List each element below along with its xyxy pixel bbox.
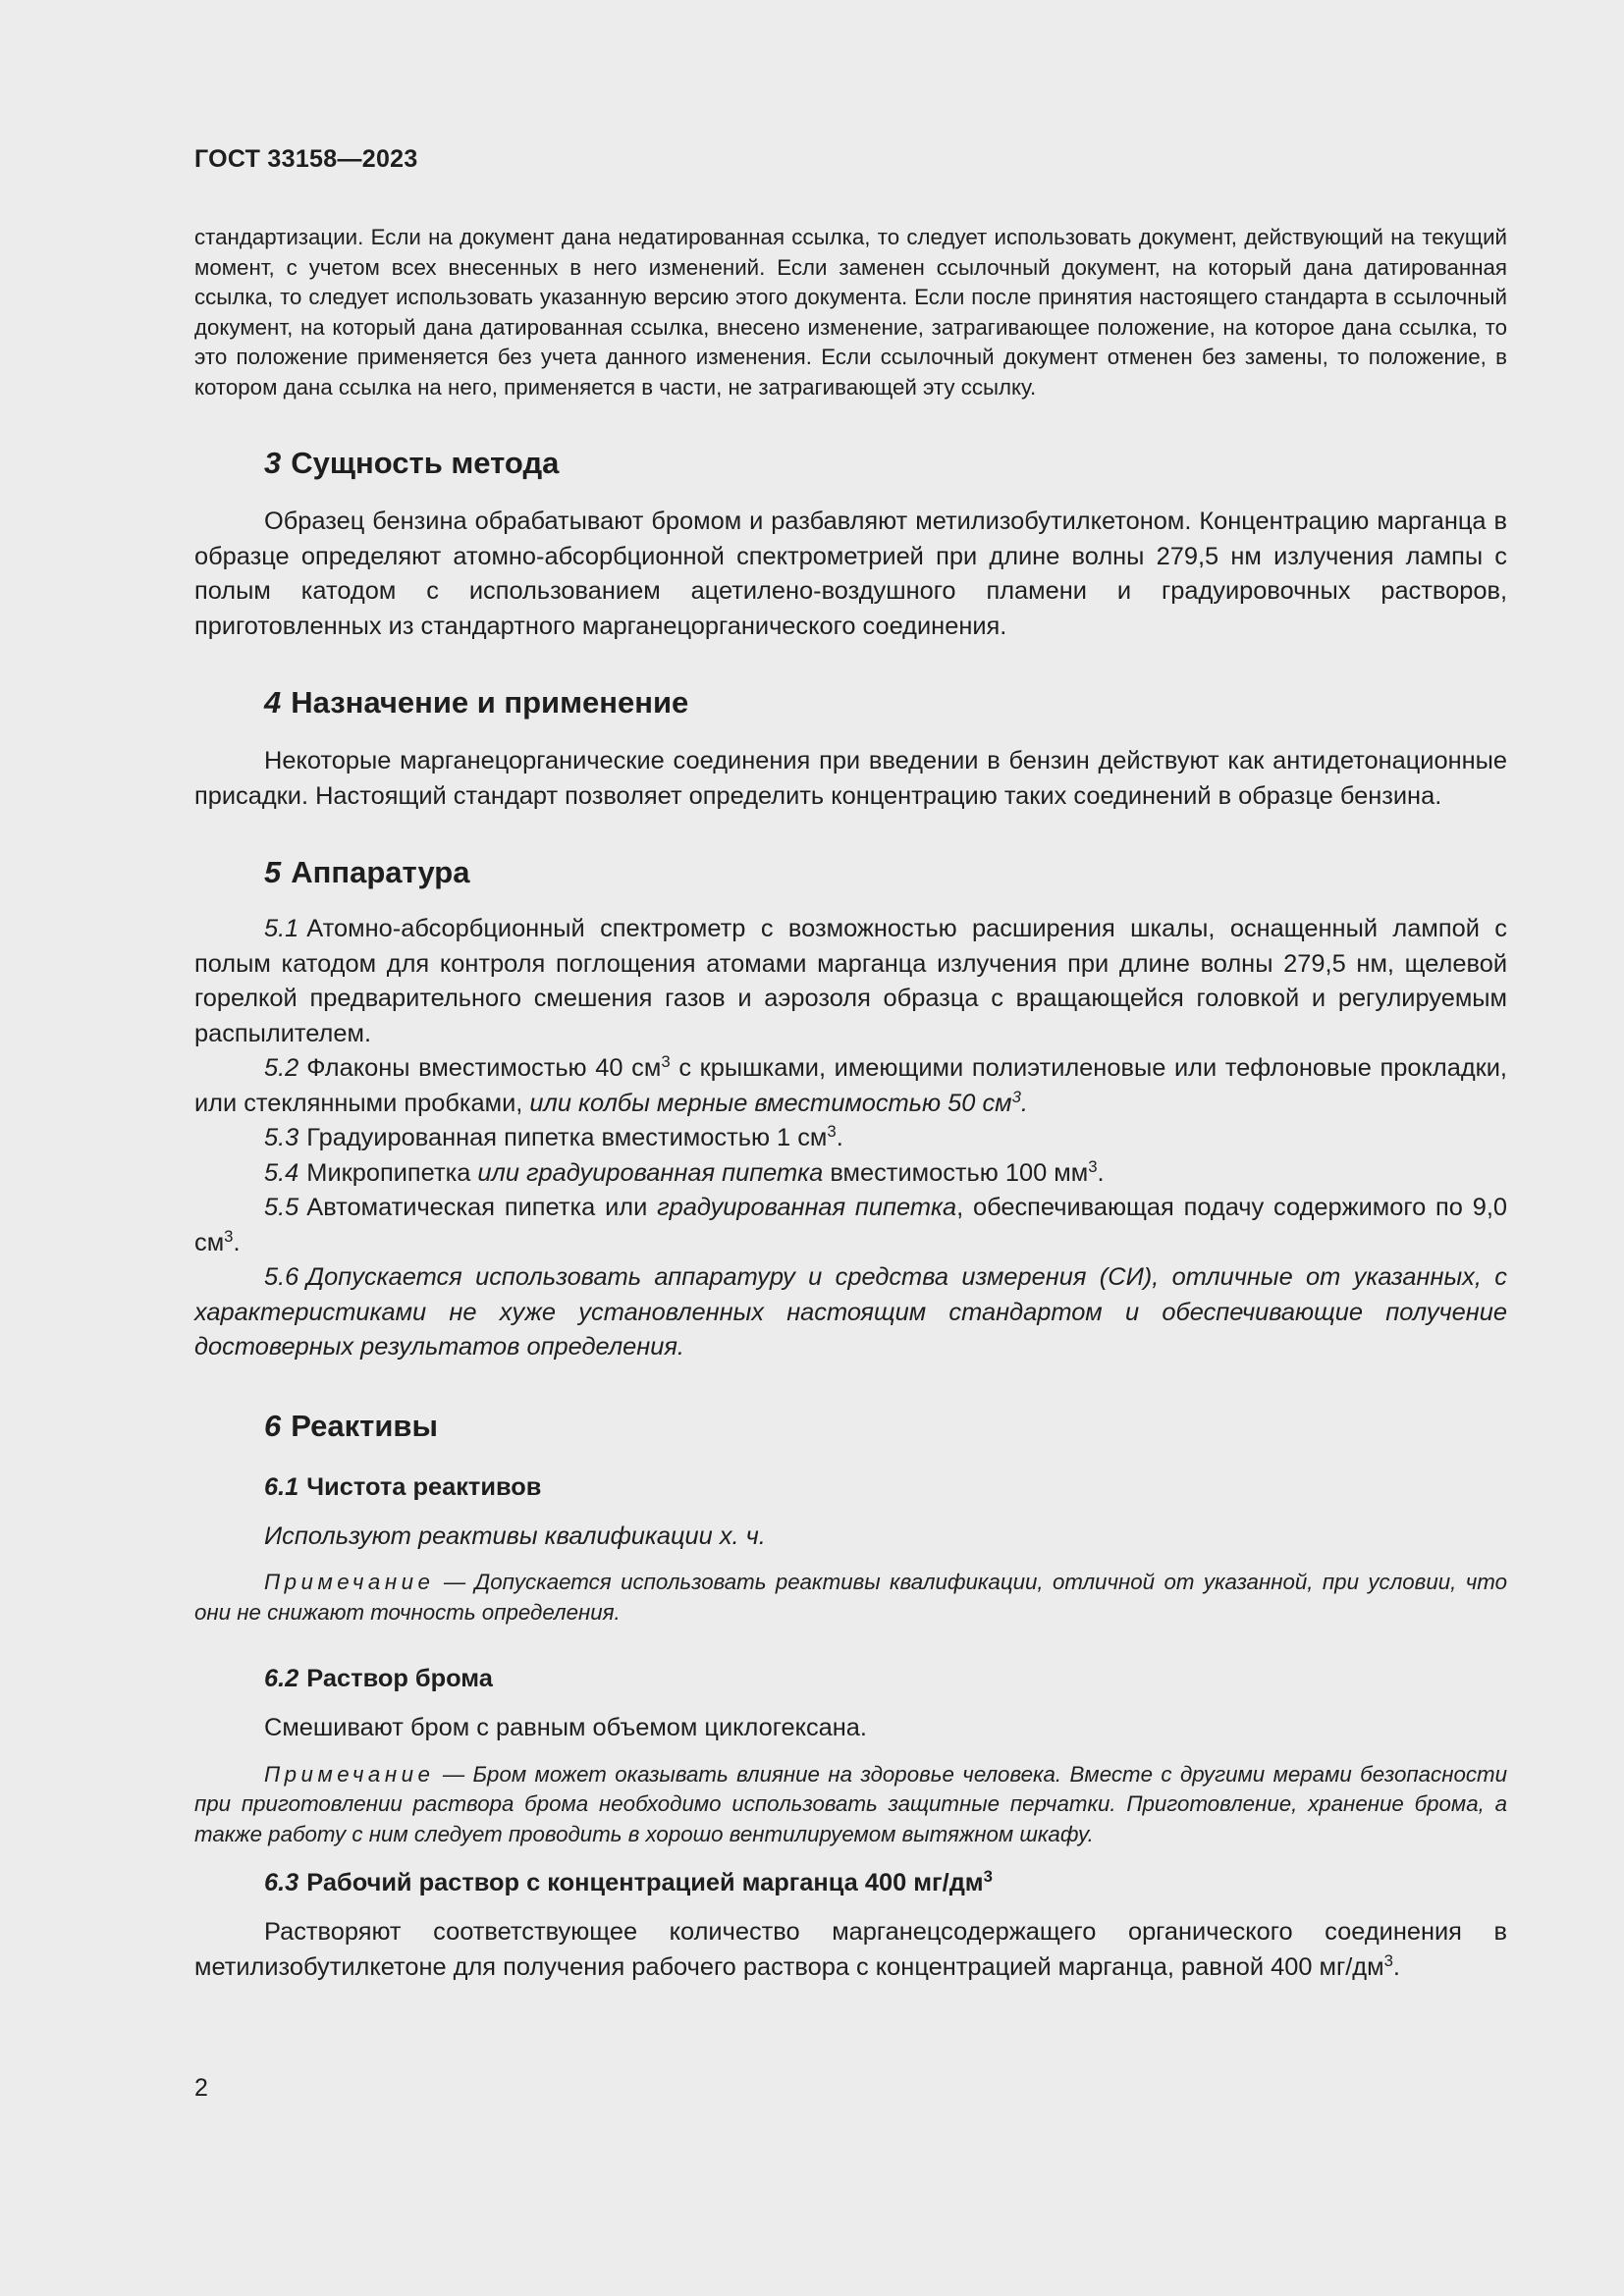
section-number: 4 — [264, 685, 282, 720]
superscript: 3 — [1088, 1156, 1098, 1176]
item-text-italic: Допускается использовать аппаратуру и средства измерения (СИ), отличные от указанных, с характеристиками не хуже установленных настоящим стандартом и обеспечивающие получение достоверных результатов определения. — [194, 1263, 1507, 1361]
note-6-2 — [194, 1760, 1507, 1850]
item-number: 5.5 — [264, 1194, 299, 1221]
subsection-number: 6.3 — [264, 1869, 299, 1896]
item-text: Автоматическая пипетка или — [306, 1194, 658, 1221]
section-4-paragraph: Некоторые марганецорганические соединения при введении в бензин действуют как антидетонационные присадки. Настоящий стандарт позволяет определить концентрацию таких соединений в образце бензина. — [194, 747, 1507, 810]
section-3-paragraph: Образец бензина обрабатывают бромом и разбавляют метилизобутилкетоном. Концентрацию марганца в образце определяют атомно-абсорбционной спектрометрией при длине волны 279,5 нм излучения лампы с полым катодом с использованием ацетилено-воздушного пламени и градуировочных растворов, приготовленных из стандартного марганецорганического соединения. — [194, 507, 1507, 640]
superscript: 3 — [1383, 1950, 1393, 1970]
item-text: Флаконы вместимостью 40 см — [306, 1054, 662, 1082]
subsection-6-3-text — [194, 1915, 1507, 1985]
paragraph-text: . — [1392, 1952, 1400, 1981]
item-text: , обеспечивающая подачу содержимого по 9,0 см — [194, 1194, 1508, 1256]
document-page — [194, 145, 1507, 1985]
item-text-italic: или градуированная пипетка — [477, 1158, 824, 1187]
item-5-5 — [194, 1191, 1507, 1260]
superscript: 3 — [1011, 1087, 1021, 1106]
item-text: Микропипетка — [306, 1158, 478, 1187]
section-3-heading — [264, 446, 1507, 481]
section-number: 3 — [264, 446, 282, 480]
item-text-italic: . — [1020, 1089, 1028, 1117]
item-number: 5.2 — [264, 1054, 299, 1082]
intro-paragraph: стандартизации. Если на документ дана недатированная ссылка, то следует использовать документ, действующий на текущий момент, с учетом всех внесенных в него изменений. Если заменен ссылочный документ, на который дана датированная ссылка, то следует использовать указанную версию этого документа. Если после принятия настоящего стандарта в ссылочный документ, на который дана датированная ссылка, внесено изменение, затрагивающее положение, на которое дана ссылка, то это положение применяется без учета данного изменения. Если ссылочный документ отменен без замены, то положение, в котором дана ссылка на него, применяется в части, не затрагивающей эту ссылку. — [194, 225, 1507, 400]
section-title: Назначение и применение — [291, 685, 689, 720]
item-5-1 — [194, 912, 1507, 1051]
subsection-number: 6.2 — [264, 1665, 299, 1692]
item-text-italic: градуированная пипетка — [657, 1194, 957, 1221]
subsection-title: Рабочий раствор с концентрацией марганца 400 мг/дм — [306, 1869, 984, 1896]
note-text: — Допускается использовать реактивы квалификации, отличной от указанной, при условии, что они не снижают точность определения. — [194, 1570, 1507, 1625]
subsection-6-2-text: Смешивают бром с равным объемом циклогексана. — [264, 1714, 867, 1741]
note-label: Примечание — [264, 1570, 435, 1594]
subsection-6-1-heading — [264, 1473, 1507, 1502]
page-number: 2 — [194, 2074, 208, 2102]
section-title: Аппаратура — [291, 855, 470, 889]
section-5-heading — [264, 855, 1507, 890]
item-number: 5.6 — [264, 1263, 299, 1291]
paragraph-text: Растворяют соответствующее количество марганецсодержащего органического соединения в метилизобутилкетоне для получения рабочего раствора с концентрацией марганца, равной 400 мг/дм — [194, 1918, 1507, 1981]
subsection-title: Раствор брома — [306, 1665, 493, 1692]
section-number: 5 — [264, 855, 282, 889]
item-text: вместимостью 100 мм — [823, 1158, 1089, 1187]
item-text-italic: или колбы мерные вместимостью 50 см — [529, 1089, 1012, 1117]
note-6-1 — [194, 1568, 1507, 1628]
subsection-title: Чистота реактивов — [306, 1472, 542, 1501]
subsection-6-1-text: Используют реактивы квалификации х. ч. — [264, 1522, 766, 1550]
item-5-4 — [194, 1156, 1507, 1192]
item-text: . — [836, 1124, 843, 1151]
item-text: . — [233, 1228, 241, 1256]
superscript: 3 — [661, 1051, 671, 1071]
item-number: 5.1 — [264, 915, 299, 942]
section-6-heading — [264, 1409, 1507, 1444]
section-title: Сущность метода — [291, 446, 560, 480]
item-text: Атомно-абсорбционный спектрометр с возможностью расширения шкалы, оснащенный лампой с полым катодом для контроля поглощения атомами марганца излучения при длине волны 279,5 нм, щелевой горелкой предварительного смешения газов и аэрозоля образца с вращающейся головкой и регулируемым распылителем. — [194, 915, 1507, 1047]
superscript: 3 — [224, 1226, 234, 1246]
section-title: Реактивы — [291, 1408, 438, 1443]
item-number: 5.4 — [264, 1158, 299, 1187]
section-4-heading — [264, 685, 1507, 721]
item-text: Градуированная пипетка вместимостью 1 см — [306, 1124, 828, 1151]
superscript: 3 — [983, 1866, 993, 1886]
superscript: 3 — [827, 1121, 837, 1141]
document-code: ГОСТ 33158—2023 — [194, 145, 418, 173]
note-label: Примечание — [264, 1761, 435, 1787]
item-5-2 — [194, 1051, 1507, 1121]
subsection-6-3-heading — [264, 1866, 1507, 1897]
item-number: 5.3 — [264, 1124, 299, 1151]
item-5-3 — [194, 1121, 1507, 1156]
item-5-6 — [194, 1260, 1507, 1365]
note-text: — Бром может оказывать влияние на здоровье человека. Вместе с другими мерами безопасности при приготовлении раствора брома необходимо использовать защитные перчатки. Приготовление, хранение брома, а также работу с ним следует проводить в хорошо вентилируемом вытяжном шкафу. — [194, 1761, 1507, 1846]
section-number: 6 — [264, 1408, 282, 1443]
subsection-number: 6.1 — [264, 1472, 299, 1501]
item-text: с крышками, имеющими полиэтиленовые или тефлоновые прокладки, или стеклянными пробками, — [194, 1054, 1507, 1117]
item-text: . — [1097, 1158, 1105, 1187]
subsection-6-2-heading — [264, 1665, 1507, 1693]
